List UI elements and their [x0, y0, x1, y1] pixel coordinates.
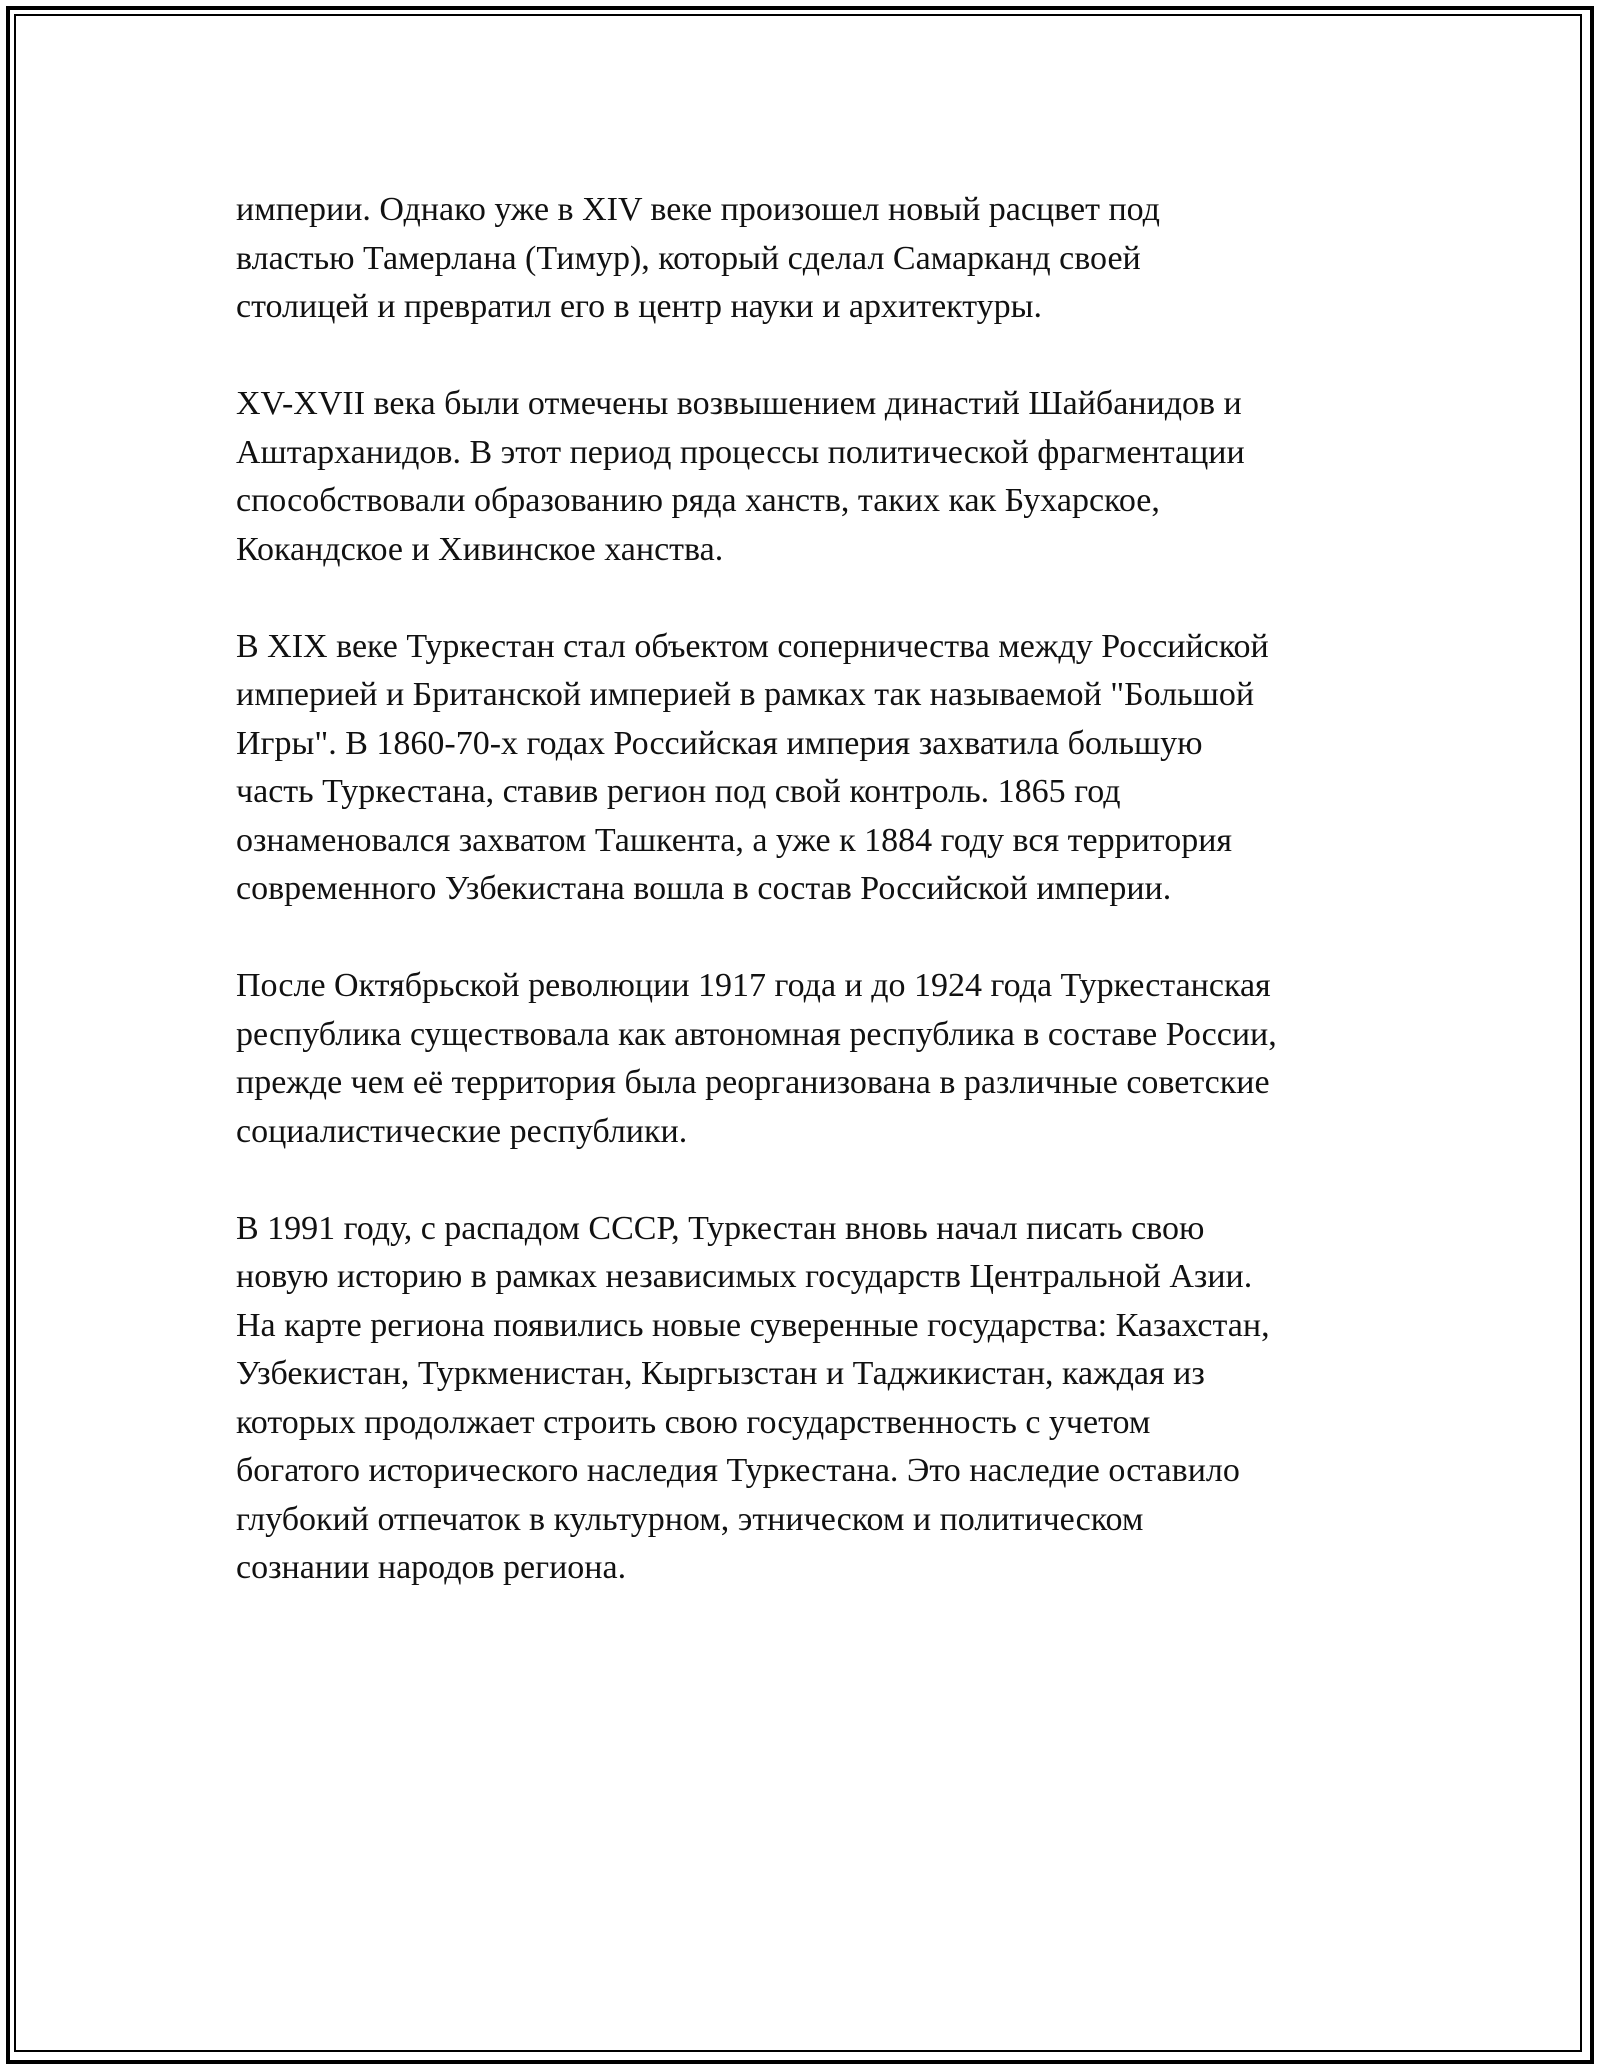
paragraph-soviet-era: После Октябрьской революции 1917 года и до 1924 года Туркестанская республика существовала как автономная республика в составе России, прежде чем её территория была реорганизована в различные советские социалистические республики. [236, 967, 1277, 1150]
document-body [236, 186, 1386, 1641]
paragraph-timur: империи. Однако уже в XIV веке произошел новый расцвет под властью Тамерлана (Тимур), который сделал Самарканд своей столицей и превратил его в центр науки и архитектуры. [236, 191, 1160, 325]
paragraph-great-game: В XIX веке Туркестан стал объектом соперничества между Российской империей и Британской империей в рамках так называемой "Большой Игры". В 1860-70-х годах Российская империя захватила большую часть Туркестана, ставив регион под свой контроль. 1865 год ознаменовался захватом Ташкента, а уже к 1884 году вся территория современного Узбекистана вошла в состав Российской империи. [236, 627, 1269, 907]
paragraph-dynasties: XV-XVII века были отмечены возвышением династий Шайбанидов и Аштарханидов. В этот период процессы политической фрагментации способствовали образованию ряда ханств, таких как Бухарское, Кокандское и Хивинское ханства. [236, 385, 1245, 568]
paragraph-independence: В 1991 году, с распадом СССР, Туркестан вновь начал писать свою новую историю в рамках независимых государств Центральной Азии. На карте региона появились новые суверенные государства: Казахстан, Узбекистан, Туркменистан, Кыргызстан и Таджикистан, каждая из которых продолжает строить свою государственность с учетом богатого исторического наследия Туркестана. Это наследие оставило глубокий отпечаток в культурном, этническом и политическом сознании народов региона. [236, 1209, 1270, 1586]
